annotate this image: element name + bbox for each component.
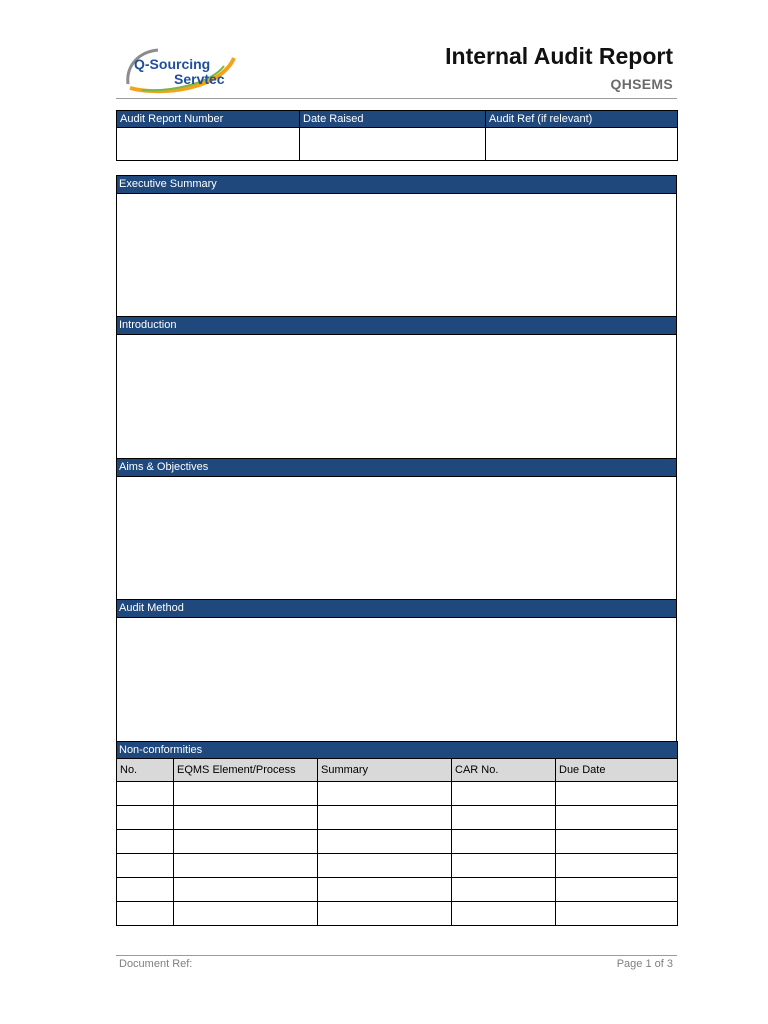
nonconformities-header: Non-conformities bbox=[117, 742, 678, 759]
table-cell[interactable] bbox=[117, 830, 174, 854]
aims-objectives-body[interactable] bbox=[117, 477, 676, 599]
introduction-body[interactable] bbox=[117, 335, 676, 458]
footer-divider bbox=[116, 955, 677, 956]
header-divider bbox=[116, 98, 677, 99]
aims-objectives-section bbox=[116, 458, 677, 600]
table-cell[interactable] bbox=[318, 878, 452, 902]
table-row bbox=[117, 854, 678, 878]
executive-summary-section bbox=[116, 175, 677, 317]
table-cell[interactable] bbox=[174, 806, 318, 830]
table-cell[interactable] bbox=[556, 782, 678, 806]
report-subtitle: QHSEMS bbox=[610, 76, 673, 92]
audit-method-body[interactable] bbox=[117, 618, 676, 741]
table-cell[interactable] bbox=[117, 878, 174, 902]
logo-text-line2: Servtec bbox=[174, 71, 225, 87]
table-cell[interactable] bbox=[452, 854, 556, 878]
table-cell[interactable] bbox=[452, 902, 556, 926]
report-title: Internal Audit Report bbox=[445, 43, 673, 69]
table-cell[interactable] bbox=[174, 782, 318, 806]
logo-swoosh-icon bbox=[120, 44, 240, 96]
table-cell[interactable] bbox=[117, 854, 174, 878]
audit-reference-table bbox=[116, 110, 678, 161]
column-header-no: No. bbox=[117, 759, 174, 782]
logo-text-line1: Q-Sourcing bbox=[134, 56, 211, 72]
column-header-due-date: Due Date bbox=[556, 759, 678, 782]
table-cell[interactable] bbox=[452, 782, 556, 806]
table-cell[interactable] bbox=[117, 902, 174, 926]
table-cell[interactable] bbox=[174, 854, 318, 878]
table-row bbox=[117, 902, 678, 926]
table-row bbox=[117, 806, 678, 830]
table-row bbox=[117, 830, 678, 854]
table-cell[interactable] bbox=[556, 806, 678, 830]
audit-ref-field[interactable] bbox=[486, 128, 678, 161]
executive-summary-body[interactable] bbox=[117, 194, 676, 316]
table-cell[interactable] bbox=[556, 854, 678, 878]
table-cell[interactable] bbox=[452, 806, 556, 830]
table-row bbox=[117, 878, 678, 902]
audit-method-header: Audit Method bbox=[117, 600, 676, 618]
table-cell[interactable] bbox=[452, 878, 556, 902]
table-cell[interactable] bbox=[318, 830, 452, 854]
column-header-summary: Summary bbox=[318, 759, 452, 782]
table-cell[interactable] bbox=[452, 830, 556, 854]
column-header-eqms-element: EQMS Element/Process bbox=[174, 759, 318, 782]
introduction-header: Introduction bbox=[117, 317, 676, 335]
table-cell[interactable] bbox=[174, 902, 318, 926]
aims-objectives-header: Aims & Objectives bbox=[117, 459, 676, 477]
table-cell[interactable] bbox=[556, 830, 678, 854]
table-cell[interactable] bbox=[117, 782, 174, 806]
document-ref-label: Document Ref: bbox=[119, 958, 193, 970]
introduction-section bbox=[116, 316, 677, 459]
table-cell[interactable] bbox=[117, 806, 174, 830]
column-header-car-no: CAR No. bbox=[452, 759, 556, 782]
nonconformities-table bbox=[116, 741, 678, 926]
table-cell[interactable] bbox=[318, 806, 452, 830]
table-cell[interactable] bbox=[318, 854, 452, 878]
table-cell[interactable] bbox=[556, 902, 678, 926]
date-raised-header: Date Raised bbox=[300, 111, 486, 128]
date-raised-field[interactable] bbox=[300, 128, 486, 161]
table-row bbox=[117, 782, 678, 806]
table-cell[interactable] bbox=[318, 902, 452, 926]
executive-summary-header: Executive Summary bbox=[117, 176, 676, 194]
table-cell[interactable] bbox=[174, 878, 318, 902]
company-logo bbox=[120, 44, 240, 96]
table-cell[interactable] bbox=[556, 878, 678, 902]
audit-report-number-header: Audit Report Number bbox=[117, 111, 300, 128]
audit-ref-header: Audit Ref (if relevant) bbox=[486, 111, 678, 128]
page-number: Page 1 of 3 bbox=[616, 958, 673, 970]
audit-method-section bbox=[116, 599, 677, 742]
table-cell[interactable] bbox=[318, 782, 452, 806]
audit-report-number-field[interactable] bbox=[117, 128, 300, 161]
table-cell[interactable] bbox=[174, 830, 318, 854]
